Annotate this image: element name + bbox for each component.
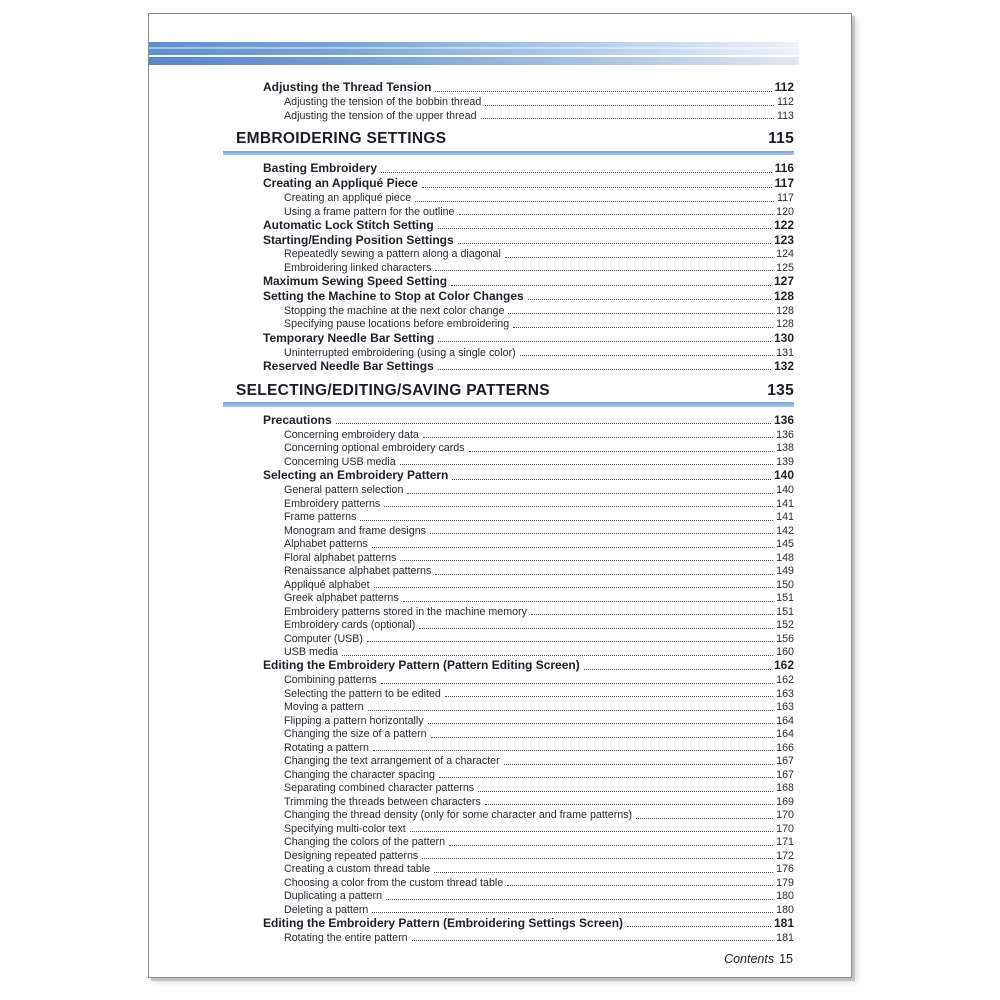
toc-entry-title: Stopping the machine at the next color change — [284, 304, 505, 317]
toc-entry[interactable] — [223, 247, 794, 261]
toc-entry-page: 179 — [776, 876, 794, 889]
toc-entry-page: 171 — [776, 836, 794, 849]
toc-entry[interactable] — [223, 673, 794, 687]
dot-leader — [438, 228, 771, 229]
toc-entry[interactable] — [223, 604, 794, 618]
toc-entry[interactable] — [223, 930, 794, 944]
toc-entry-title: Rotating the entire pattern — [284, 931, 408, 944]
toc-entry[interactable] — [223, 95, 794, 109]
dot-leader — [400, 464, 773, 465]
dot-leader — [386, 899, 773, 900]
toc-entry-page: 128 — [776, 304, 794, 317]
dot-leader — [452, 479, 771, 480]
dot-leader — [430, 533, 773, 534]
dot-leader — [505, 257, 773, 258]
toc-entry-page: 120 — [776, 205, 794, 218]
toc-entry-title: Repeatedly sewing a pattern along a diagonal — [284, 248, 501, 261]
toc-entry[interactable] — [223, 468, 794, 483]
toc-entry-page: 162 — [776, 674, 794, 687]
toc-entry-title: Changing the character spacing — [284, 768, 435, 781]
dot-leader — [451, 285, 771, 286]
toc-entry-title: Appliqué alphabet — [284, 578, 370, 591]
toc-entry[interactable] — [223, 835, 794, 849]
toc-entry[interactable] — [223, 232, 794, 247]
dot-leader — [504, 764, 773, 765]
toc-entry-page: 140 — [776, 484, 794, 497]
toc-entry-title: Adjusting the Thread Tension — [263, 80, 432, 95]
toc-entry-title: Concerning optional embroidery cards — [284, 442, 465, 455]
toc-entry[interactable] — [223, 496, 794, 510]
toc-entry[interactable] — [223, 176, 794, 191]
toc-entry-title: Embroidery patterns stored in the machine memory — [284, 605, 527, 618]
toc-entry-title: Embroidering linked characters — [284, 261, 432, 274]
toc-entry[interactable] — [223, 441, 794, 455]
toc-entry-page: 123 — [773, 232, 794, 247]
dot-leader — [478, 791, 773, 792]
toc-entry-title: Concerning USB media — [284, 455, 396, 468]
dot-leader — [403, 601, 773, 602]
toc-entry-page: 139 — [776, 455, 794, 468]
toc-entry-title: Specifying multi-color text — [284, 822, 406, 835]
toc-entry-page: 132 — [773, 358, 794, 373]
toc-entry-title: Reserved Needle Bar Settings — [263, 358, 434, 373]
toc-entry-page: 116 — [774, 161, 794, 176]
toc-entry[interactable] — [223, 740, 794, 754]
toc-entry[interactable] — [223, 218, 794, 233]
toc-entry[interactable] — [223, 345, 794, 359]
toc-entry[interactable] — [223, 359, 794, 374]
toc-entry-page: 162 — [773, 658, 794, 673]
toc-entry-title: Maximum Sewing Speed Setting — [263, 274, 448, 289]
toc-entry-title: Moving a pattern — [284, 701, 364, 714]
toc-entry[interactable] — [223, 523, 794, 537]
toc-entry-title: Selecting an Embroidery Pattern — [263, 468, 449, 483]
dot-leader — [513, 327, 773, 328]
dot-leader — [584, 669, 771, 670]
toc-entry[interactable] — [223, 413, 794, 428]
toc-entry-title: General pattern selection — [284, 484, 404, 497]
toc-entry-title: Creating an Appliqué Piece — [263, 176, 418, 191]
dot-leader — [636, 818, 773, 819]
toc-entry-page: 163 — [776, 687, 794, 700]
toc-entry-title: Temporary Needle Bar Setting — [263, 330, 435, 345]
toc-entry[interactable] — [223, 80, 794, 95]
toc-entry-page: 156 — [776, 632, 794, 645]
dot-leader — [627, 926, 771, 927]
toc-entry[interactable] — [223, 645, 794, 659]
dot-leader — [481, 118, 774, 119]
toc-chapter-title: SELECTING/EDITING/SAVING PATTERNS — [236, 381, 550, 399]
toc-entry-title: USB media — [284, 646, 339, 659]
toc-entry[interactable] — [223, 564, 794, 578]
toc-entry-page: 168 — [776, 782, 794, 795]
toc-entry[interactable] — [223, 848, 794, 862]
toc-entry-title: Designing repeated patterns — [284, 849, 419, 862]
toc-entry-page: 181 — [773, 916, 794, 930]
toc-entry[interactable] — [223, 902, 794, 916]
page-footer — [724, 952, 793, 966]
toc-entry-title: Renaissance alphabet patterns — [284, 565, 432, 578]
dot-leader — [372, 547, 773, 548]
toc-entry-page: 164 — [776, 728, 794, 741]
toc-entry-page: 167 — [776, 755, 794, 768]
toc-entry-page: 127 — [773, 274, 794, 289]
toc-entry[interactable] — [223, 794, 794, 808]
dot-leader — [458, 243, 771, 244]
dot-leader — [520, 355, 773, 356]
toc-entry-page: 112 — [776, 96, 794, 109]
dot-leader — [431, 737, 774, 738]
toc-entry-page: 128 — [776, 318, 794, 331]
dot-leader — [435, 270, 773, 271]
toc-entry-title: Creating a custom thread table — [284, 863, 431, 876]
toc-entry-page: 138 — [776, 442, 794, 455]
toc-entry[interactable] — [223, 767, 794, 781]
toc-entry-page: 131 — [776, 346, 794, 359]
toc-entry[interactable] — [223, 427, 794, 441]
dot-leader — [459, 214, 774, 215]
toc-entry-title: Precautions — [263, 412, 332, 427]
dot-leader — [485, 804, 773, 805]
toc-entry-page: 151 — [776, 605, 794, 618]
toc-entry-title: Selecting the pattern to be edited — [284, 687, 441, 700]
toc-chapter — [223, 127, 794, 156]
toc-entry-title: Combining patterns — [284, 674, 377, 687]
toc-entry-title: Changing the thread density (only for some character and frame patterns) — [284, 809, 633, 822]
dot-leader — [342, 655, 773, 656]
toc-entry-page: 164 — [776, 714, 794, 727]
dot-leader — [422, 858, 773, 859]
toc-entry[interactable] — [223, 550, 794, 564]
toc-entry-page: 124 — [776, 248, 794, 261]
toc-entry[interactable] — [223, 916, 794, 931]
dot-leader — [423, 437, 773, 438]
toc-entry[interactable] — [223, 686, 794, 700]
dot-leader — [367, 641, 773, 642]
toc-entry-title: Basting Embroidery — [263, 161, 378, 176]
toc-entry-title: Rotating a pattern — [284, 741, 369, 754]
toc-entry-page: 150 — [776, 578, 794, 591]
toc-entry-page: 140 — [773, 468, 794, 483]
toc-entry-page: 142 — [776, 524, 794, 537]
dot-leader — [381, 172, 772, 173]
toc-entry[interactable] — [223, 875, 794, 889]
toc-entry-page: 180 — [776, 903, 794, 916]
dot-leader — [508, 313, 773, 314]
dot-leader — [438, 341, 771, 342]
toc-entry-title: Greek alphabet patterns — [284, 592, 399, 605]
toc-entry-page: 145 — [776, 538, 794, 551]
dot-leader — [435, 574, 773, 575]
toc-entry-title: Adjusting the tension of the upper thread — [284, 109, 477, 122]
dot-leader — [507, 885, 773, 886]
dot-leader — [435, 91, 771, 92]
toc-entry-title: Computer (USB) — [284, 632, 363, 645]
toc-entry[interactable] — [223, 330, 794, 345]
toc-entry[interactable] — [223, 754, 794, 768]
toc-chapter-page: 135 — [767, 381, 794, 399]
toc-entry-page: 181 — [776, 931, 794, 944]
dot-leader — [415, 201, 774, 202]
toc-entry-title: Changing the text arrangement of a character — [284, 755, 500, 768]
toc-entry-title: Editing the Embroidery Pattern (Pattern Editing Screen) — [263, 658, 580, 673]
toc-entry[interactable] — [223, 161, 794, 176]
toc-entry[interactable] — [223, 454, 794, 468]
dot-leader — [434, 872, 773, 873]
toc-entry-title: Creating an appliqué piece — [284, 192, 412, 205]
toc-chapter-title: EMBROIDERING SETTINGS — [236, 130, 447, 148]
dot-leader — [485, 105, 774, 106]
toc-entry-page: 170 — [776, 809, 794, 822]
toc-entry-title: Starting/Ending Position Settings — [263, 232, 454, 247]
toc-entry[interactable] — [223, 658, 794, 673]
toc-entry-title: Frame patterns — [284, 511, 357, 524]
toc-entry-page: 180 — [776, 890, 794, 903]
toc-entry[interactable] — [223, 260, 794, 274]
dot-leader — [449, 845, 773, 846]
footer-page-number: 15 — [779, 952, 793, 966]
toc-entry-page: 176 — [776, 863, 794, 876]
toc-entry-page: 130 — [773, 330, 794, 345]
toc-entry-page: 112 — [774, 80, 794, 95]
dot-leader — [336, 423, 771, 424]
toc-entry[interactable] — [223, 274, 794, 289]
toc-entry[interactable] — [223, 862, 794, 876]
toc-entry-page: 141 — [776, 497, 794, 510]
toc-entry-title: Adjusting the tension of the bobbin thread — [284, 96, 482, 109]
toc-entry-page: 170 — [776, 822, 794, 835]
toc-entry[interactable] — [223, 537, 794, 551]
toc-entry-title: Deleting a pattern — [284, 903, 369, 916]
toc-entry-title: Editing the Embroidery Pattern (Embroidering Settings Screen) — [263, 916, 624, 930]
toc-entry[interactable] — [223, 713, 794, 727]
toc-entry-page: 152 — [776, 619, 794, 632]
toc-entry[interactable] — [223, 204, 794, 218]
toc-entry-page: 167 — [776, 768, 794, 781]
toc-entry-page: 136 — [776, 428, 794, 441]
toc-entry-title: Changing the size of a pattern — [284, 728, 427, 741]
footer-section-label: Contents — [724, 952, 775, 966]
manual-page — [148, 13, 852, 978]
toc-entry[interactable] — [223, 591, 794, 605]
dot-leader — [428, 723, 774, 724]
toc-entry-title: Automatic Lock Stitch Setting — [263, 217, 434, 232]
toc-entry-page: 166 — [776, 741, 794, 754]
toc-entry-page: 151 — [776, 592, 794, 605]
dot-leader — [412, 940, 774, 941]
toc-entry-title: Embroidery cards (optional) — [284, 619, 416, 632]
chapter-rule — [223, 151, 794, 156]
toc-entry-page: 160 — [776, 646, 794, 659]
toc-entry-page: 172 — [776, 849, 794, 862]
toc-entry[interactable] — [223, 700, 794, 714]
toc-entry-page: 149 — [776, 565, 794, 578]
dot-leader — [368, 710, 774, 711]
dot-leader — [422, 187, 772, 188]
chapter-rule — [223, 402, 794, 407]
dot-leader — [419, 628, 773, 629]
dot-leader — [373, 750, 773, 751]
toc-entry[interactable] — [223, 483, 794, 497]
toc-entry[interactable] — [223, 191, 794, 205]
toc-entry-title: Monogram and frame designs — [284, 524, 426, 537]
toc-entry[interactable] — [223, 618, 794, 632]
toc-chapter-heading[interactable] — [223, 378, 794, 399]
dot-leader — [469, 451, 774, 452]
dot-leader — [445, 696, 773, 697]
toc-entry[interactable] — [223, 289, 794, 304]
dot-leader — [410, 831, 773, 832]
toc-entry-title: Flipping a pattern horizontally — [284, 714, 424, 727]
toc-entry-page: 125 — [776, 261, 794, 274]
toc-entry[interactable] — [223, 303, 794, 317]
toc-entry[interactable] — [223, 889, 794, 903]
toc-chapter-heading[interactable] — [223, 127, 794, 148]
toc-entry[interactable] — [223, 808, 794, 822]
dot-leader — [360, 520, 773, 521]
dot-leader — [438, 369, 771, 370]
dot-leader — [372, 912, 773, 913]
toc-entry-title: Uninterrupted embroidering (using a single color) — [284, 346, 516, 359]
toc-blocks — [223, 80, 794, 944]
toc-entry[interactable] — [223, 727, 794, 741]
toc-entry-page: 163 — [776, 701, 794, 714]
toc-entry-title: Duplicating a pattern — [284, 890, 383, 903]
toc-entry-page: 113 — [776, 109, 794, 122]
toc-entry-page: 141 — [776, 511, 794, 524]
toc-entry-title: Using a frame pattern for the outline — [284, 205, 455, 218]
toc-entry-title: Setting the Machine to Stop at Color Changes — [263, 288, 524, 303]
toc-chapter — [223, 378, 794, 407]
dot-leader — [374, 587, 774, 588]
toc-entry[interactable] — [223, 510, 794, 524]
toc-entry-title: Changing the colors of the pattern — [284, 836, 446, 849]
toc-entry[interactable] — [223, 631, 794, 645]
toc-entry-page: 128 — [773, 288, 794, 303]
toc-entry-page: 122 — [773, 217, 794, 232]
toc-entry-page: 117 — [776, 192, 794, 205]
toc-entry[interactable] — [223, 821, 794, 835]
toc-entry[interactable] — [223, 781, 794, 795]
toc-entry-title: Floral alphabet patterns — [284, 551, 397, 564]
dot-leader — [531, 614, 773, 615]
dot-leader — [439, 777, 773, 778]
header-banner — [149, 42, 799, 65]
toc-entry-title: Alphabet patterns — [284, 538, 368, 551]
dot-leader — [528, 299, 771, 300]
dot-leader — [381, 683, 773, 684]
dot-leader — [407, 493, 773, 494]
toc-entry-page: 169 — [776, 795, 794, 808]
dot-leader — [384, 506, 773, 507]
dot-leader — [400, 560, 773, 561]
toc-entry-page: 136 — [773, 412, 794, 427]
toc-entry-page: 117 — [774, 176, 794, 191]
toc-entry-title: Trimming the threads between characters — [284, 795, 481, 808]
toc-entry[interactable] — [223, 108, 794, 122]
toc-entry-title: Separating combined character patterns — [284, 782, 475, 795]
toc-entry-title: Embroidery patterns — [284, 497, 381, 510]
toc-entry[interactable] — [223, 317, 794, 331]
toc-entry-page: 148 — [776, 551, 794, 564]
toc-entry[interactable] — [223, 577, 794, 591]
toc-entry-title: Choosing a color from the custom thread table — [284, 876, 504, 889]
toc-entry-title: Concerning embroidery data — [284, 428, 419, 441]
toc-entry-title: Specifying pause locations before embroidering — [284, 318, 510, 331]
toc-chapter-page: 115 — [768, 130, 794, 148]
